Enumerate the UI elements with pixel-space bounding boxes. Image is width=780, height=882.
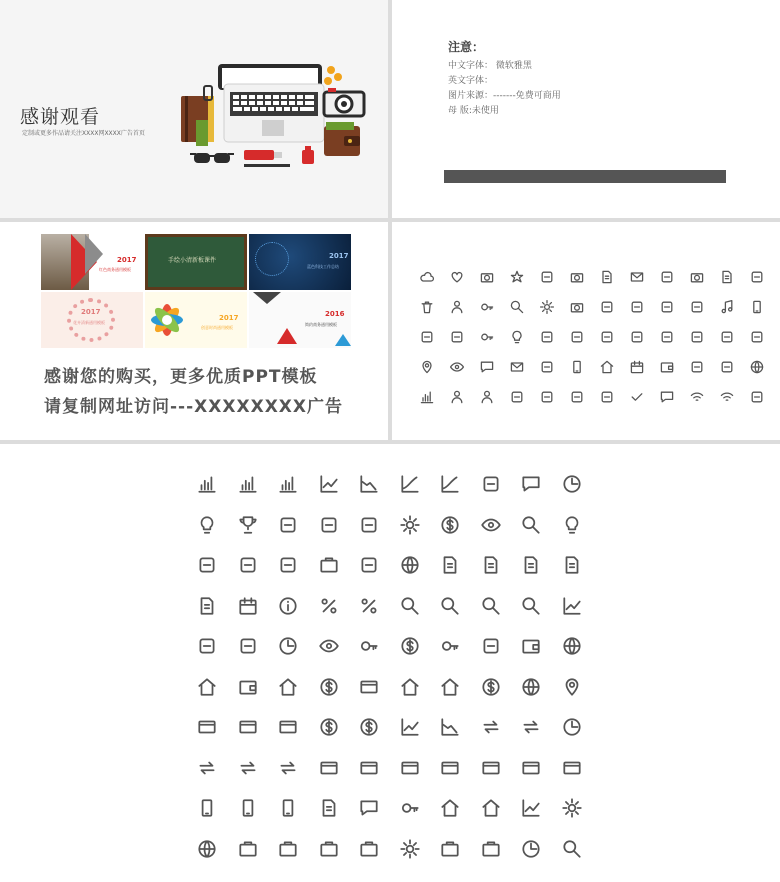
chat-icon [472,352,502,382]
card-stack-icon [552,748,593,789]
briefcase-upload-icon [430,829,471,870]
chat-chart-icon [511,464,552,505]
globe-icon [742,352,772,382]
globe-dollar-icon [511,667,552,708]
board-check-icon [309,788,350,829]
coins-up-icon [309,707,350,748]
pie-chart-icon [268,626,309,667]
zoom-out-icon [471,586,512,627]
notebook-icon [181,86,214,146]
hand-key-icon [390,788,431,829]
mail-icon [622,262,652,292]
decline-icon [430,707,471,748]
bar-chart-plus-icon [228,464,269,505]
lifebuoy-icon [502,382,532,412]
gear-dollar-icon [390,505,431,546]
truck-icon [712,352,742,382]
camera-icon [324,88,364,116]
gavel-icon [228,545,269,586]
store-icon [592,352,622,382]
presentation-icon [349,505,390,546]
music-icon [712,292,742,322]
diamond-icon [442,322,472,352]
note-chinese-font: 中文字体： 微软雅黑 [448,61,532,71]
math-icon [228,626,269,667]
area-chart-icon [349,464,390,505]
coins-icon [324,66,342,85]
fire-icon [712,322,742,352]
paperclip-icon [742,322,772,352]
check-icon [622,382,652,412]
note-title: 注意： [448,40,485,54]
key-dollar-icon [430,626,471,667]
banknotes-icon [228,707,269,748]
bank-icon [187,667,228,708]
document-dollar-icon [471,545,512,586]
coins-down-icon [349,707,390,748]
promo-line-2: 请复制网址访问---XXXXXXXX广告 [44,397,344,417]
toolbox-icon [309,545,350,586]
refresh-dollar-icon [511,707,552,748]
briefcase-search-icon [552,829,593,870]
trees-icon [187,545,228,586]
sharpener-icon [302,146,314,164]
broadcast-icon [712,382,742,412]
puzzle-icon [309,505,350,546]
money-bag-icon [309,667,350,708]
briefcase-bars-icon [268,829,309,870]
cheque-icon [349,667,390,708]
search-icon [502,292,532,322]
idea-dollar-icon [187,505,228,546]
key-hook-icon [349,626,390,667]
note-master: 母 版:未使用 [448,106,499,116]
card-add-icon [390,748,431,789]
collapse-dollar-icon [268,748,309,789]
pen-icon [244,164,290,167]
wifi-icon [682,382,712,412]
search-dollar-icon [511,505,552,546]
chat-bubbles-icon [652,382,682,412]
bar-chart-down-icon [268,464,309,505]
banknote-icon [187,707,228,748]
percent-alt-icon [349,586,390,627]
template-thumbnail[interactable] [145,234,247,290]
template-thumbnail[interactable] [249,234,351,290]
database-icon [682,292,712,322]
slide-promo[interactable] [0,222,388,440]
chart-circle-icon [471,464,512,505]
laptop-icon [218,64,324,142]
label-icon [412,322,442,352]
thumbnail-year: 2017 [329,252,349,260]
hourglass-dollar-icon [390,626,431,667]
template-thumbnail[interactable] [41,234,143,290]
growth-icon [390,707,431,748]
percent-icon [309,586,350,627]
camera-icon [562,292,592,322]
calendar-icon [622,352,652,382]
flower-icon [147,298,187,342]
slide-thank-you[interactable] [0,0,388,218]
briefcase-clock-icon [511,829,552,870]
woman-icon [472,382,502,412]
bar-chart-icon [187,464,228,505]
zoom-in-icon [430,586,471,627]
atm-icon [390,667,431,708]
search-growth-icon [552,586,593,627]
chart-frame-icon [471,626,512,667]
safe-icon [228,667,269,708]
graduation-icon [592,322,622,352]
disc-icon [682,352,712,382]
note-bar [444,170,726,183]
glasses-icon [190,153,234,163]
trash-icon [412,292,442,322]
bulb-icon [502,322,532,352]
map-icon [532,382,562,412]
tools-icon [349,545,390,586]
sliders-icon [622,292,652,322]
house-question-icon [471,788,512,829]
megaphone-icon [742,292,772,322]
mobile-dollar-icon [228,788,269,829]
signal-icon [412,382,442,412]
template-thumbnail[interactable] [249,292,351,348]
general-icon-grid [412,262,772,412]
cloud-icon [412,262,442,292]
location-icon [412,352,442,382]
promo-line-1: 感谢您的购买，更多优质PPT模板 [44,367,318,387]
shopping-bags-icon [742,382,772,412]
monitor-icon [562,322,592,352]
note-english-font: 英文字体： [448,76,494,86]
document-chart-icon [511,545,552,586]
thumbs-up-icon [652,262,682,292]
thumbnail-title: 花卉清新通用模板 [73,320,105,325]
thumbnail-title: 蓝色科技工作总结 [307,264,339,269]
euro-dollar-icon [187,748,228,789]
desk-illustration [178,60,368,172]
wallet-icon [652,352,682,382]
timer-dollar-icon [552,707,593,748]
gear-icon [532,292,562,322]
clock-chart-icon [552,464,593,505]
jobs-icon [511,586,552,627]
briefcase-edit-icon [309,829,350,870]
watch-icon [742,262,772,292]
calendar-dollar-icon [228,586,269,627]
lock-icon [472,322,502,352]
thumbnail-title: 手绘小清新板课件 [168,257,217,264]
briefcase-dollar-icon [349,829,390,870]
clipboard-icon [430,545,471,586]
user-icon [442,292,472,322]
curve-chart-icon [390,464,431,505]
tag-icon [652,292,682,322]
thank-you-subtitle: 定制或更多作品请关注XXXX网XXXX广告首页 [22,130,145,137]
inbox-icon [502,352,532,382]
thumbnail-year: 2017 [117,256,137,264]
key-icon [472,292,502,322]
note-image-source: 图片来源：-------免费可商用 [448,91,561,101]
folder-dollar-icon [511,626,552,667]
briefcase-chart-icon [228,829,269,870]
news-icon [712,262,742,292]
location-dollar-icon [552,667,593,708]
man-icon [442,382,472,412]
calculator-icon [187,626,228,667]
star-icon [502,262,532,292]
target-dollar-icon [430,505,471,546]
briefcase-globe-icon [187,829,228,870]
transfer-phone-icon [268,788,309,829]
briefcase-gear-icon [390,829,431,870]
slide-general-icons[interactable] [392,222,780,440]
edit-document-icon [552,545,593,586]
credit-card-icon [349,748,390,789]
folder-globe-icon [552,626,593,667]
video-icon [562,262,592,292]
zoom-icon [390,586,431,627]
thumbnail-title: 简约商务通用模板 [305,322,337,327]
wallet-icon [324,122,360,156]
slide-notes[interactable] [392,0,780,218]
globe-grid-icon [390,545,431,586]
heart-icon [442,262,472,292]
thumbnail-year: 2017 [219,314,239,322]
template-thumbnail[interactable] [145,292,247,348]
briefcase-list-icon [471,829,512,870]
send-icon [592,292,622,322]
image-icon [682,262,712,292]
cash-icon [309,748,350,789]
maze-icon [268,505,309,546]
template-thumbnail[interactable] [41,292,143,348]
slide-business-icons[interactable] [0,444,780,882]
card-check-icon [511,748,552,789]
atm-withdraw-icon [430,667,471,708]
pencil-icon [532,322,562,352]
exchange-dollar-icon [471,707,512,748]
card-remove-icon [471,748,512,789]
expand-icon [228,748,269,789]
register-icon [268,707,309,748]
eye-icon [442,352,472,382]
price-tag-icon [562,382,592,412]
house-dollar-icon [430,788,471,829]
satellite-icon [532,262,562,292]
thumbnail-year: 2016 [325,310,345,318]
thumbnail-title: 红色商务通用模板 [99,267,131,272]
house-gear-icon [552,788,593,829]
chat-dollar-icon [349,788,390,829]
trophy-icon [228,505,269,546]
newspaper-icon [592,262,622,292]
brush-icon [622,322,652,352]
eye-icon [309,626,350,667]
eye-dollar-icon [471,505,512,546]
tickets-icon [592,382,622,412]
thumbnail-title: 创意时尚通用模板 [201,325,233,330]
wallet-phone-icon [187,788,228,829]
bulb-dollar-icon [552,505,593,546]
scales-icon [268,545,309,586]
thumbnail-year: 2017 [81,308,101,316]
usb-drive-icon [244,150,282,160]
piggy-bank-icon [268,667,309,708]
blueprint-icon [187,586,228,627]
shield-dollar-icon [471,667,512,708]
business-icon-grid [187,464,592,869]
card-minus-icon [430,748,471,789]
phone-icon [562,352,592,382]
photo-icon [472,262,502,292]
coffee-icon [652,322,682,352]
thank-you-title: 感谢观看 [20,106,101,128]
cup-icon [532,352,562,382]
house-growth-icon [511,788,552,829]
wave-chart-icon [430,464,471,505]
info-icon [268,586,309,627]
shirt-icon [682,322,712,352]
line-chart-up-icon [309,464,350,505]
